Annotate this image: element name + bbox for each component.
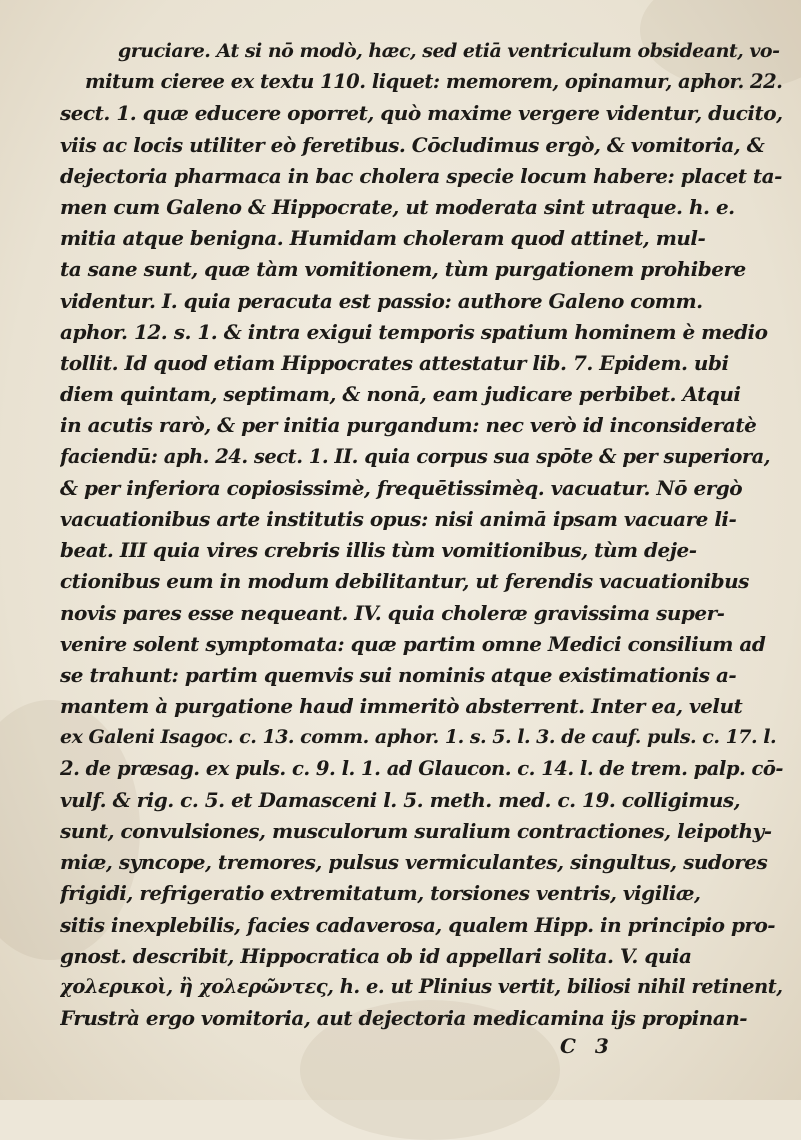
text-line: novis pares esse nequeant. IV. quia choleræ gravissima super- <box>60 600 725 625</box>
text-line: χολερικοὶ, ἢ χολερῶντες, h. e. ut Plinius vertit, biliosi nihil retinent, <box>60 975 783 998</box>
text-line: beat. III quia vires crebris illis tùm vomitionibus, tùm deje- <box>60 538 697 563</box>
text-line: mitum cieree ex textu 110. liquet: memorem, opinamur, aphor. 22. <box>85 70 783 94</box>
text-line: & per inferiora copiosissimè, frequētissimèq. vacuatur. Nō ergò <box>60 475 743 500</box>
text-line: in acutis rarò, & per initia purgandum: nec verò id inconsideratè <box>60 413 757 438</box>
text-line: diem quintam, septimam, & nonā, eam judicare perbibet. Atqui <box>60 382 741 407</box>
text-line: ta sane sunt, quæ tàm vomitionem, tùm purgationem prohibere <box>60 257 746 282</box>
text-line: sitis inexplebilis, facies cadaverosa, qualem Hipp. in principio pro- <box>60 912 776 937</box>
text-line: vulf. & rig. c. 5. et Damasceni l. 5. meth. med. c. 19. colligimus, <box>60 787 741 812</box>
text-line: ctionibus eum in modum debilitantur, ut ferendis vacuationibus <box>60 569 749 594</box>
signature-mark: C 3 <box>560 1034 615 1059</box>
text-line: gnost. describit, Hippocratica ob id appellari solita. V. quia <box>60 943 692 968</box>
text-line: frigidi, refrigeratio extremitatum, torsiones ventris, vigiliæ, <box>60 881 701 906</box>
text-line: vacuationibus arte institutis opus: nisi animā ipsam vacuare li- <box>60 507 737 531</box>
text-line: venire solent symptomata: quæ partim omne Medici consilium ad <box>60 631 766 656</box>
text-line: faciendū: aph. 24. sect. 1. II. quia corpus sua spōte & per superiora, <box>60 444 771 468</box>
text-line: sect. 1. quæ educere oporret, quò maxime vergere videntur, ducito, <box>60 101 783 126</box>
text-line: se trahunt: partim quemvis sui nominis atque existimationis a- <box>60 663 737 687</box>
text-line: sunt, convulsiones, musculorum suralium contractiones, leipothy- <box>60 819 772 843</box>
text-line: miæ, syncope, tremores, pulsus vermiculantes, singultus, sudores <box>60 850 768 875</box>
text-line: aphor. 12. s. 1. & intra exigui temporis spatium hominem è medio <box>60 319 768 344</box>
text-line: mantem à purgatione haud immeritò absterrent. Inter ea, velut <box>60 694 743 719</box>
text-line: Frustrà ergo vomitoria, aut dejectoria medicamina ijs propinan- <box>60 1006 748 1031</box>
text-line: videntur. I. quia peracuta est passio: authore Galeno comm. <box>60 288 703 313</box>
text-line: men cum Galeno & Hippocrate, ut moderata sint utraque. h. e. <box>60 195 735 219</box>
text-line: dejectoria pharmaca in bac cholera specie locum habere: placet ta- <box>60 163 782 188</box>
text-line: tollit. Id quod etiam Hippocrates attestatur lib. 7. Epidem. ubi <box>60 351 729 375</box>
text-line: viis ac locis utiliter eò feretibus. Cōcludimus ergò, & vomitoria, & <box>60 132 765 157</box>
text-line: ex Galeni Isagoc. c. 13. comm. aphor. 1. s. 5. l. 3. de cauf. puls. c. 17. l. <box>60 726 777 749</box>
text-line: gruciare. At si nō modò, hæc, sed etiā ventriculum obsideant, vo- <box>118 40 780 62</box>
text-line: mitia atque benigna. Humidam choleram quod attinet, mul- <box>60 226 706 251</box>
text-line: 2. de præsag. ex puls. c. 9. l. 1. ad Glaucon. c. 14. l. de trem. palp. cō- <box>60 756 784 780</box>
